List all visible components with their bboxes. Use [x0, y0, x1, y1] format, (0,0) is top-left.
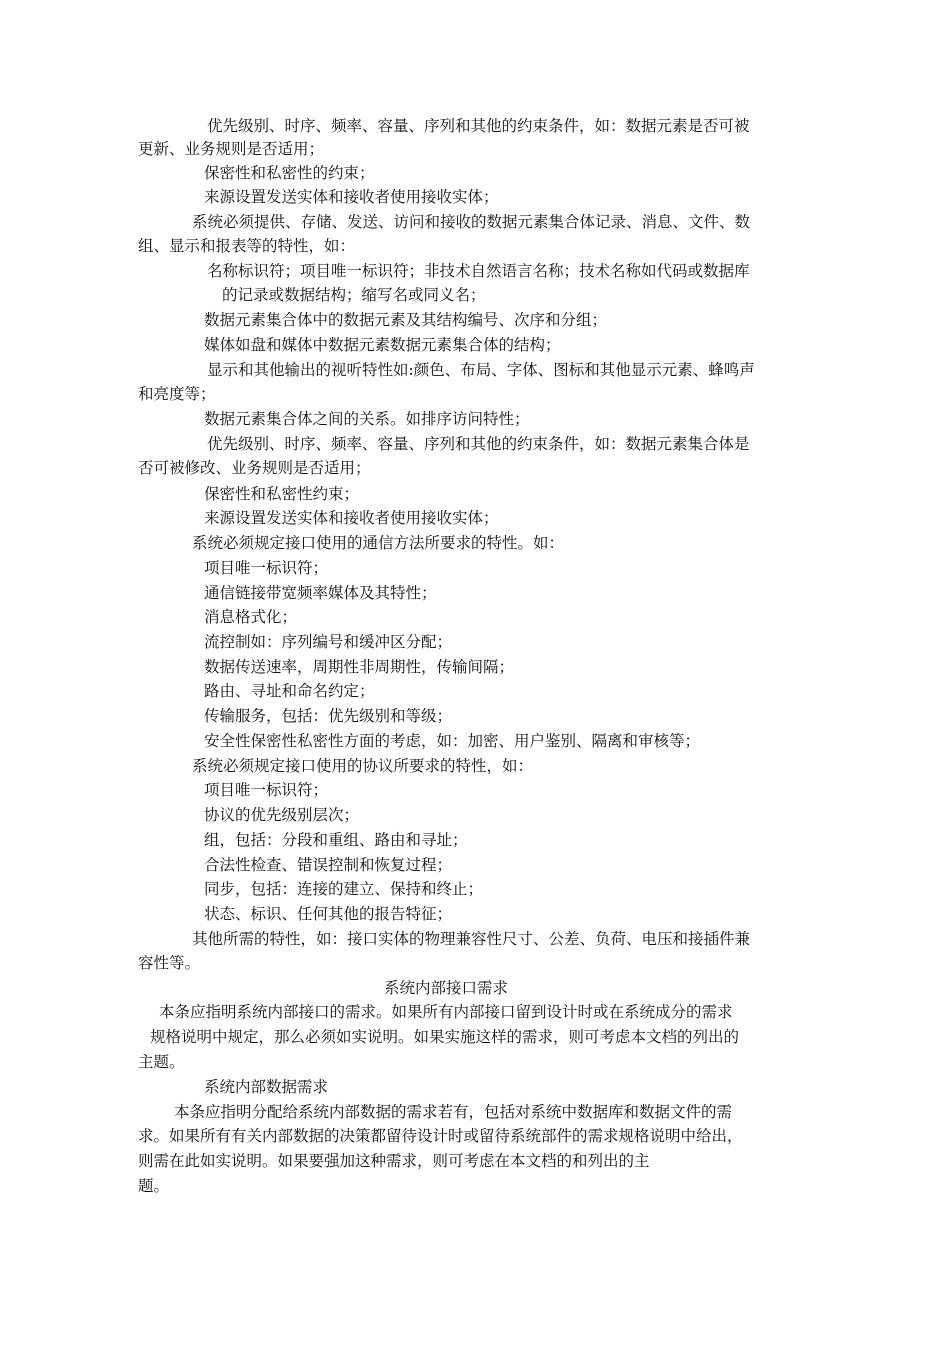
- text-line: 数据元素集合体中的数据元素及其结构编号、次序和分组；: [204, 311, 608, 329]
- text-line: 的记录或数据结构；缩写名或同义名；: [222, 286, 486, 304]
- text-line: 优先级别、时序、频率、容量、序列和其他的约束条件，如：数据元素是否可被: [207, 117, 750, 135]
- text-line: 协议的优先级别层次；: [204, 806, 360, 824]
- text-line: 项目唯一标识符；: [204, 559, 329, 577]
- text-line: 组、显示和报表等的特性，如：: [138, 237, 356, 255]
- text-line: 和亮度等；: [138, 385, 216, 403]
- text-line: 状态、标识、任何其他的报告特征；: [204, 905, 453, 923]
- text-line: 容性等。: [138, 954, 201, 972]
- text-line: 来源设置发送实体和接收者使用接收实体；: [204, 188, 499, 206]
- text-line: 显示和其他输出的视听特性如:颜色、布局、字体、图标和其他显示元素、蜂鸣声: [207, 361, 755, 379]
- text-line: 优先级别、时序、频率、容量、序列和其他的约束条件，如：数据元素集合体是: [207, 435, 750, 453]
- text-line: 数据元素集合体之间的关系。如排序访问特性；: [204, 410, 530, 428]
- text-line: 合法性检查、错误控制和恢复过程；: [204, 856, 453, 874]
- text-line: 同步，包括：连接的建立、保持和终止；: [204, 880, 484, 898]
- text-line: 传输服务，包括：优先级别和等级；: [204, 707, 453, 725]
- text-line: 保密性和私密性的约束；: [204, 164, 375, 182]
- section-heading: 系统内部接口需求: [384, 979, 509, 997]
- text-line: 系统必须规定接口使用的协议所要求的特性，如：: [192, 757, 534, 775]
- text-line: 系统必须规定接口使用的通信方法所要求的特性。如：: [192, 534, 565, 552]
- text-line: 消息格式化；: [204, 608, 298, 626]
- section-heading: 系统内部数据需求: [204, 1078, 329, 1096]
- text-line: 来源设置发送实体和接收者使用接收实体；: [204, 509, 499, 527]
- text-line: 数据传送速率，周期性非周期性，传输间隔；: [204, 658, 515, 676]
- text-line: 主题。: [138, 1053, 185, 1071]
- text-line: 规格说明中规定，那么必须如实说明。如果实施这样的需求，则可考虑本文档的列出的: [150, 1028, 740, 1046]
- text-line: 流控制如：序列编号和缓冲区分配；: [204, 633, 453, 651]
- text-line: 其他所需的特性，如：接口实体的物理兼容性尺寸、公差、负荷、电压和接插件兼: [192, 930, 751, 948]
- text-line: 本条应指明系统内部接口的需求。如果所有内部接口留到设计时或在系统成分的需求: [159, 1003, 733, 1021]
- text-line: 本条应指明分配给系统内部数据的需求若有，包括对系统中数据库和数据文件的需: [174, 1103, 733, 1121]
- text-line: 项目唯一标识符；: [204, 781, 329, 799]
- text-line: 更新、业务规则是否适用；: [138, 140, 325, 158]
- text-line: 保密性和私密性约束；: [204, 485, 360, 503]
- text-line: 路由、寻址和命名约定；: [204, 682, 375, 700]
- text-line: 则需在此如实说明。如果要强加这种需求，则可考虑在本文档的和列出的主: [138, 1152, 650, 1170]
- text-line: 系统必须提供、存储、发送、访问和接收的数据元素集合体记录、消息、文件、数: [192, 213, 751, 231]
- text-line: 通信链接带宽频率媒体及其特性；: [204, 584, 437, 602]
- text-line: 媒体如盘和媒体中数据元素数据元素集合体的结构；: [204, 336, 561, 354]
- text-line: 组，包括：分段和重组、路由和寻址；: [204, 831, 468, 849]
- text-line: 否可被修改、业务规则是否适用；: [138, 459, 371, 477]
- text-line: 求。如果所有有关内部数据的决策都留待设计时或留待系统部件的需求规格说明中给出，: [138, 1127, 743, 1145]
- text-line: 题。: [138, 1177, 170, 1195]
- text-line: 名称标识符；项目唯一标识符；非技术自然语言名称；技术名称如代码或数据库: [207, 262, 750, 280]
- text-line: 安全性保密性私密性方面的考虑，如：加密、用户鉴别、隔离和审核等；: [204, 732, 701, 750]
